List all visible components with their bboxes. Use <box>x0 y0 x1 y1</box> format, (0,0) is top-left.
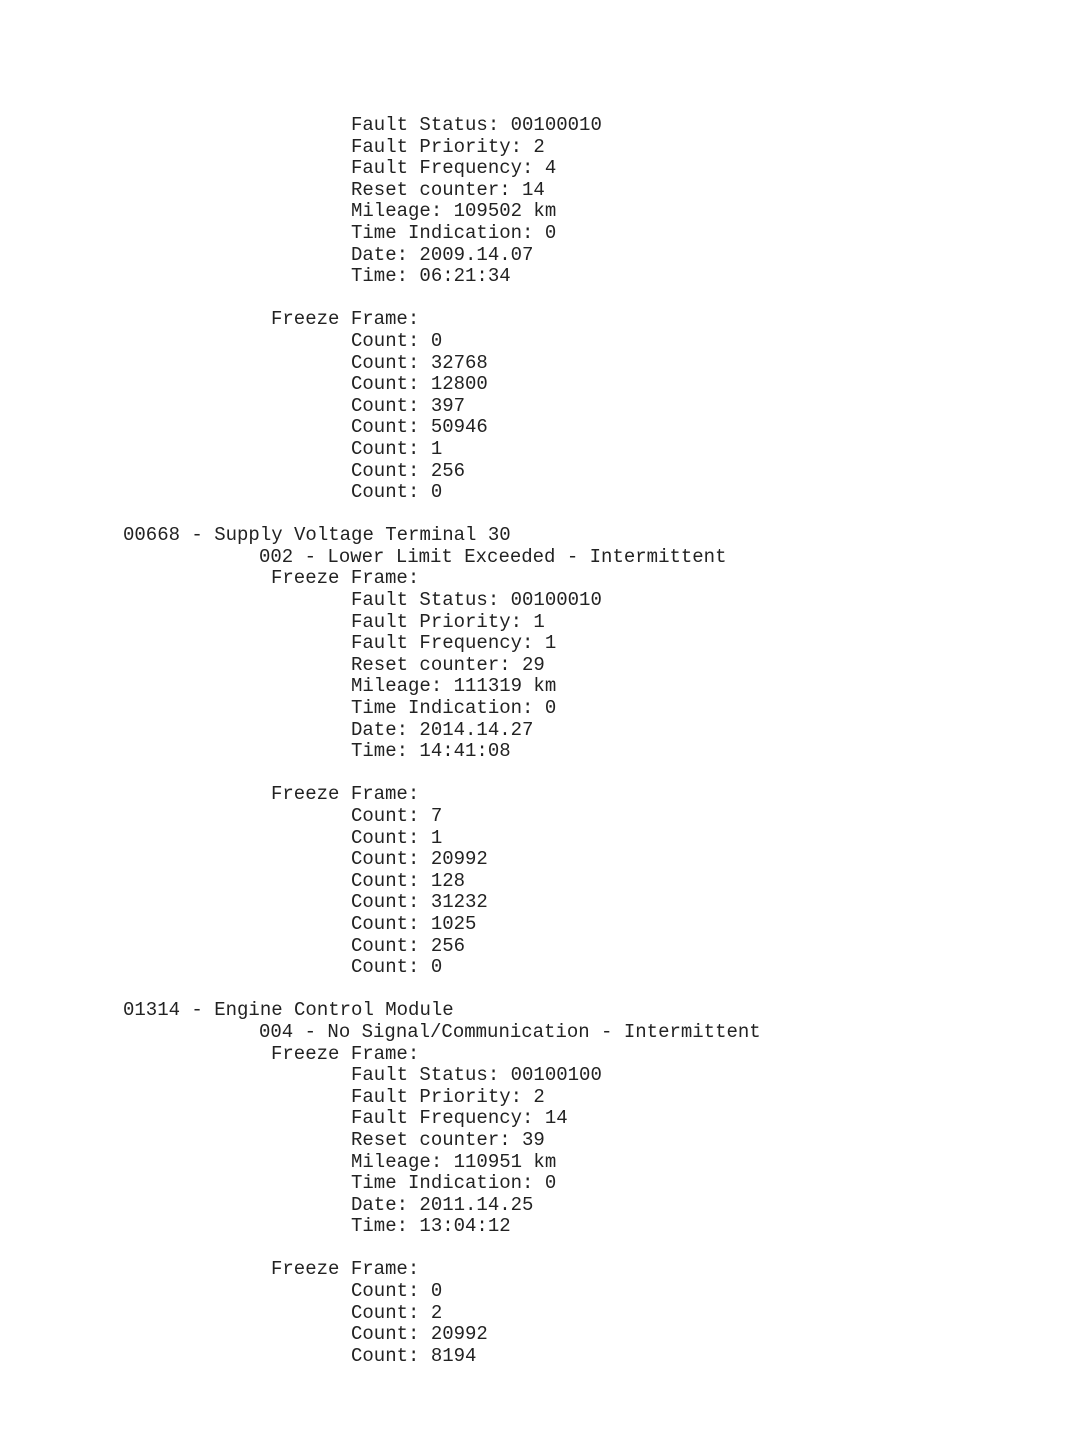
freeze-frame-value: Reset counter: 29 <box>351 653 545 676</box>
fault-code-header: 01314 - Engine Control Module <box>123 999 454 1022</box>
freeze-frame-value: Time: 14:41:08 <box>351 740 511 763</box>
fault-description: 004 - No Signal/Communication - Intermittent <box>259 1020 761 1043</box>
freeze-frame-value: Count: 1 <box>351 826 443 849</box>
freeze-frame-value: Time: 06:21:34 <box>351 265 511 288</box>
freeze-frame-value: Count: 20992 <box>351 848 488 871</box>
freeze-frame-value: Reset counter: 14 <box>351 178 545 201</box>
freeze-frame-value: Count: 397 <box>351 394 466 417</box>
freeze-frame-value: Count: 20992 <box>351 1323 488 1346</box>
freeze-frame-value: Count: 12800 <box>351 373 488 396</box>
freeze-frame-value: Count: 1025 <box>351 912 477 935</box>
freeze-frame-value: Count: 0 <box>351 481 443 504</box>
freeze-frame-label: Freeze Frame: <box>271 1258 420 1281</box>
freeze-frame-value: Fault Frequency: 14 <box>351 1107 568 1130</box>
freeze-frame-value: Date: 2011.14.25 <box>351 1193 534 1216</box>
freeze-frame-value: Mileage: 111319 km <box>351 675 557 698</box>
freeze-frame-value: Count: 0 <box>351 956 443 979</box>
freeze-frame-value: Count: 32768 <box>351 351 488 374</box>
freeze-frame-value: Count: 8194 <box>351 1344 477 1367</box>
freeze-frame-value: Reset counter: 39 <box>351 1128 545 1151</box>
freeze-frame-value: Count: 256 <box>351 934 466 957</box>
freeze-frame-value: Count: 256 <box>351 459 466 482</box>
freeze-frame-value: Count: 50946 <box>351 416 488 439</box>
blank-line <box>0 288 1080 310</box>
freeze-frame-value: Fault Status: 00100010 <box>351 589 602 612</box>
freeze-frame-value: Fault Frequency: 1 <box>351 632 557 655</box>
freeze-frame-value: Time Indication: 0 <box>351 221 557 244</box>
fault-code-header: 00668 - Supply Voltage Terminal 30 <box>123 524 511 547</box>
freeze-frame-value: Count: 31232 <box>351 891 488 914</box>
freeze-frame-value: Fault Priority: 2 <box>351 1085 545 1108</box>
blank-line <box>0 504 1080 526</box>
freeze-frame-value: Count: 1 <box>351 437 443 460</box>
freeze-frame-label: Freeze Frame: <box>271 1042 420 1065</box>
freeze-frame-value: Mileage: 110951 km <box>351 1150 557 1173</box>
freeze-frame-value: Count: 0 <box>351 329 443 352</box>
blank-line <box>0 763 1080 785</box>
diagnostic-log <box>0 115 1080 1367</box>
freeze-frame-value: Time: 13:04:12 <box>351 1215 511 1238</box>
freeze-frame-label: Freeze Frame: <box>271 567 420 590</box>
freeze-frame-value: Fault Status: 00100010 <box>351 114 602 136</box>
freeze-frame-value: Fault Priority: 2 <box>351 135 545 158</box>
fault-description: 002 - Lower Limit Exceeded - Intermittent <box>259 545 727 568</box>
freeze-frame-value: Time Indication: 0 <box>351 697 557 720</box>
freeze-frame-value: Date: 2009.14.07 <box>351 243 534 266</box>
freeze-frame-value: Count: 2 <box>351 1301 443 1324</box>
freeze-frame-value: Time Indication: 0 <box>351 1172 557 1195</box>
freeze-frame-value: Count: 7 <box>351 805 443 827</box>
freeze-frame-label: Freeze Frame: <box>271 308 420 331</box>
freeze-frame-value: Fault Priority: 1 <box>351 610 545 633</box>
freeze-frame-value: Fault Status: 00100100 <box>351 1064 602 1087</box>
freeze-frame-value: Fault Frequency: 4 <box>351 157 557 180</box>
freeze-frame-label: Freeze Frame: <box>271 783 420 806</box>
freeze-frame-value: Date: 2014.14.27 <box>351 718 534 741</box>
blank-line <box>0 979 1080 1001</box>
freeze-frame-value: Mileage: 109502 km <box>351 200 557 223</box>
freeze-frame-value: Count: 128 <box>351 869 466 892</box>
blank-line <box>0 1238 1080 1260</box>
freeze-frame-value: Count: 0 <box>351 1280 443 1303</box>
